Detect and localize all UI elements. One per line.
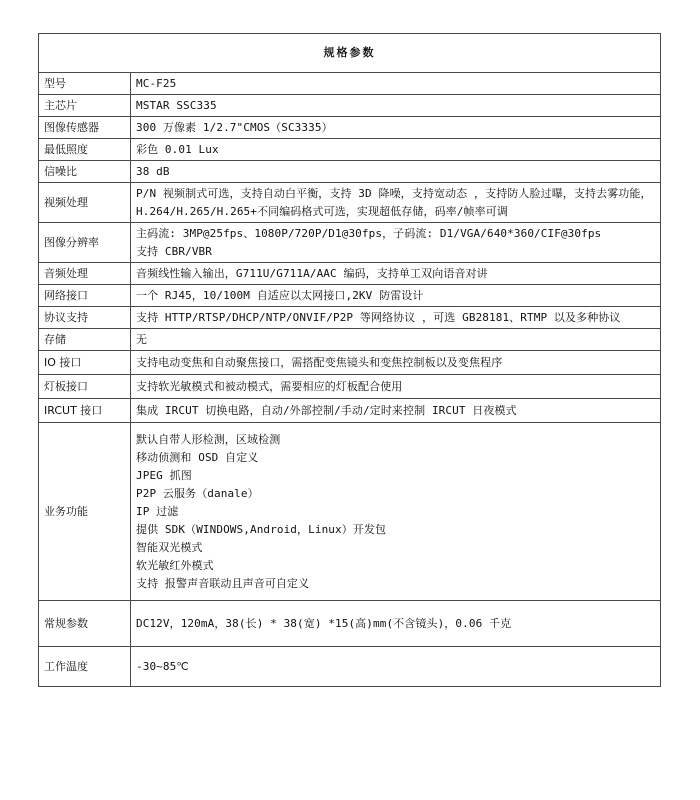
row-value-resolution [131, 223, 661, 263]
row-label-lux: 最低照度 [39, 139, 131, 161]
table-row [39, 183, 661, 223]
row-label-business: 业务功能 [39, 423, 131, 601]
row-value-network: 一个 RJ45，10/100M 自适应以太网接口,2KV 防雷设计 [131, 285, 661, 307]
row-label-snr: 信噪比 [39, 161, 131, 183]
table-row [39, 285, 661, 307]
row-value-io: 支持电动变焦和自动聚焦接口，需搭配变焦镜头和变焦控制板以及变焦程序 [131, 351, 661, 375]
row-label-video: 视频处理 [39, 183, 131, 223]
business-item-8: 软光敏红外模式 [136, 558, 214, 572]
row-value-storage: 无 [131, 329, 661, 351]
table-row [39, 117, 661, 139]
row-value-lux: 彩色 0.01 Lux [131, 139, 661, 161]
table-row [39, 139, 661, 161]
row-value-sensor: 300 万像素 1/2.7"CMOS（SC3335） [131, 117, 661, 139]
row-value-audio: 音频线性输入输出，G711U/G711A/AAC 编码，支持单工双向语音对讲 [131, 263, 661, 285]
table-row [39, 375, 661, 399]
table-row [39, 601, 661, 647]
row-value-lamp: 支持软光敏模式和被动模式，需要相应的灯板配合使用 [131, 375, 661, 399]
table-row [39, 423, 661, 601]
spec-table [38, 33, 661, 687]
table-row [39, 73, 661, 95]
row-value-chip: MSTAR SSC335 [131, 95, 661, 117]
business-item-5: IP 过滤 [136, 504, 179, 518]
row-label-chip: 主芯片 [39, 95, 131, 117]
video-text: P/N 视频制式可选，支持自动白平衡，支持 3D 降噪，支持宽动态 ，支持防人脸过曝，支持去雾功能，H.264/H.265/H.265+不同编码格式可选，实现超低存储，码率/帧率可调 [136, 186, 652, 218]
table-row [39, 307, 661, 329]
row-label-resolution: 图像分辨率 [39, 223, 131, 263]
business-item-6: 提供 SDK（WINDOWS,Android，Linux）开发包 [136, 522, 387, 536]
table-row [39, 351, 661, 375]
table-row [39, 263, 661, 285]
row-label-protocol: 协议支持 [39, 307, 131, 329]
title-row [39, 34, 661, 73]
business-item-3: JPEG 抓图 [136, 468, 192, 482]
row-value-general: DC12V，120mA，38(长) * 38(宽) *15(高)mm(不含镜头)，0.06 千克 [131, 601, 661, 647]
row-label-storage: 存储 [39, 329, 131, 351]
row-value-protocol: 支持 HTTP/RTSP/DHCP/NTP/ONVIF/P2P 等网络协议 ，可选 GB28181、RTMP 以及多种协议 [131, 307, 661, 329]
resolution-line-2: 支持 CBR/VBR [136, 244, 212, 258]
row-label-network: 网络接口 [39, 285, 131, 307]
business-item-9: 支持 报警声音联动且声音可自定义 [136, 576, 310, 590]
resolution-line-1: 主码流: 3MP@25fps、1080P/720P/D1@30fps，子码流: D1/VGA/640*360/CIF@30fps [136, 226, 602, 240]
row-value-model: MC-F25 [131, 73, 661, 95]
table-row [39, 399, 661, 423]
row-label-audio: 音频处理 [39, 263, 131, 285]
row-label-general: 常规参数 [39, 601, 131, 647]
row-label-io: IO 接口 [39, 351, 131, 375]
table-row [39, 647, 661, 687]
business-item-4: P2P 云服务（danale） [136, 486, 259, 500]
document-title: 规格参数 [39, 34, 661, 73]
row-label-sensor: 图像传感器 [39, 117, 131, 139]
business-item-2: 移动侦测和 OSD 自定义 [136, 450, 259, 464]
row-value-ircut: 集成 IRCUT 切换电路，自动/外部控制/手动/定时来控制 IRCUT 日夜模式 [131, 399, 661, 423]
business-item-7: 智能双光模式 [136, 540, 203, 554]
row-value-temperature: -30~85℃ [131, 647, 661, 687]
row-value-business [131, 423, 661, 601]
row-label-ircut: IRCUT 接口 [39, 399, 131, 423]
table-row [39, 223, 661, 263]
row-label-lamp: 灯板接口 [39, 375, 131, 399]
row-label-temperature: 工作温度 [39, 647, 131, 687]
business-item-1: 默认自带人形检测，区域检测 [136, 432, 281, 446]
row-label-model: 型号 [39, 73, 131, 95]
row-value-video [131, 183, 661, 223]
table-row [39, 95, 661, 117]
table-row [39, 329, 661, 351]
row-value-snr: 38 dB [131, 161, 661, 183]
table-row [39, 161, 661, 183]
